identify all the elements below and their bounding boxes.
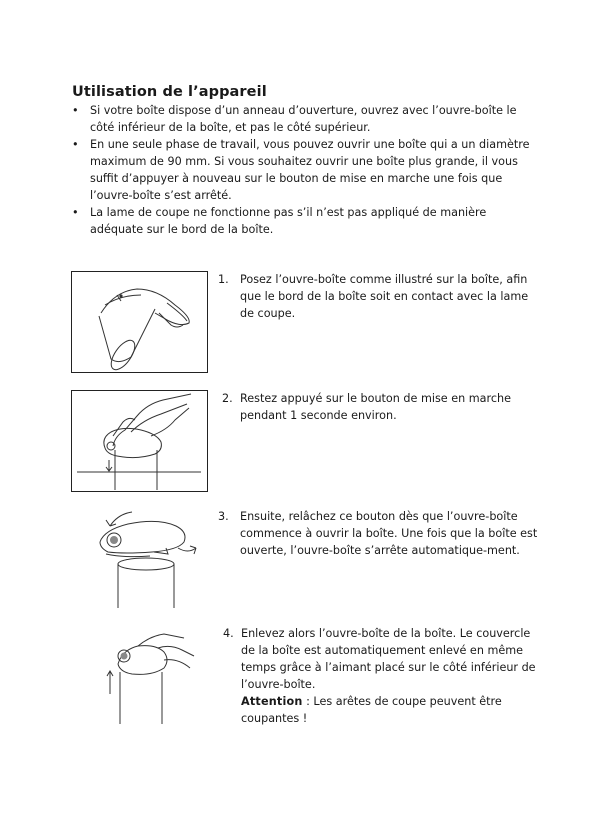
step-3	[218, 508, 544, 559]
step-1	[218, 271, 540, 322]
bullet-marker: •	[72, 138, 79, 151]
figure-step-4	[98, 624, 198, 726]
bullet-item	[72, 102, 532, 136]
warning-text: : Les arêtes de coupe peuvent être coupantes !	[241, 695, 502, 725]
step-number: 2.	[222, 392, 233, 405]
step-2	[222, 390, 536, 424]
opener-rotating-illustration	[84, 508, 204, 610]
bullet-list	[72, 102, 532, 238]
step-number: 1.	[218, 273, 229, 286]
step-number: 4.	[223, 627, 234, 640]
bullet-text: La lame de coupe ne fonctionne pas s’il n’est pas appliqué de manière adéquate sur le bord de la boîte.	[90, 206, 487, 236]
remove-opener-illustration	[98, 624, 198, 726]
step-4	[223, 625, 541, 727]
bullet-marker: •	[72, 104, 79, 117]
bullet-text: En une seule phase de travail, vous pouvez ouvrir une boîte qui a un diamètre maximum de 90 mm. Si vous souhaitez ouvrir une boîte plus grande, il vous suffit d’appuyer à nouveau sur le bouton de mise en marche une fois que l’ouvre-boîte s’est arrêté.	[90, 138, 530, 202]
step-text: Posez l’ouvre-boîte comme illustré sur la boîte, afin que le bord de la boîte soit en contact avec la lame de coupe.	[240, 273, 529, 320]
section-title: Utilisation de l’appareil	[72, 84, 267, 100]
can-opener-placement-illustration	[71, 271, 208, 373]
step-number: 3.	[218, 510, 229, 523]
step-text: Restez appuyé sur le bouton de mise en marche pendant 1 seconde environ.	[240, 392, 512, 422]
figure-step-1	[71, 271, 208, 373]
warning-label: Attention	[241, 695, 303, 708]
step-text-main: Enlevez alors l’ouvre-boîte de la boîte. Le couvercle de la boîte est automatiquement enlevé en même temps grâce à l’aimant placé sur le côté inférieur de l’ouvre-boîte.	[241, 627, 536, 691]
figure-step-2	[71, 390, 208, 492]
figure-step-3	[84, 508, 204, 610]
step-text: Ensuite, relâchez ce bouton dès que l’ouvre-boîte commence à ouvrir la boîte. Une fois que la boîte est ouverte, l’ouvre-boîte s’arrête automatique-ment.	[240, 510, 538, 557]
step-text	[241, 625, 541, 727]
bullet-item	[72, 136, 532, 204]
bullet-marker: •	[72, 206, 79, 219]
bullet-text: Si votre boîte dispose d’un anneau d’ouverture, ouvrez avec l’ouvre-boîte le côté inférieur de la boîte, et pas le côté supérieur.	[90, 104, 517, 134]
bullet-item	[72, 204, 532, 238]
press-button-illustration	[71, 390, 208, 492]
